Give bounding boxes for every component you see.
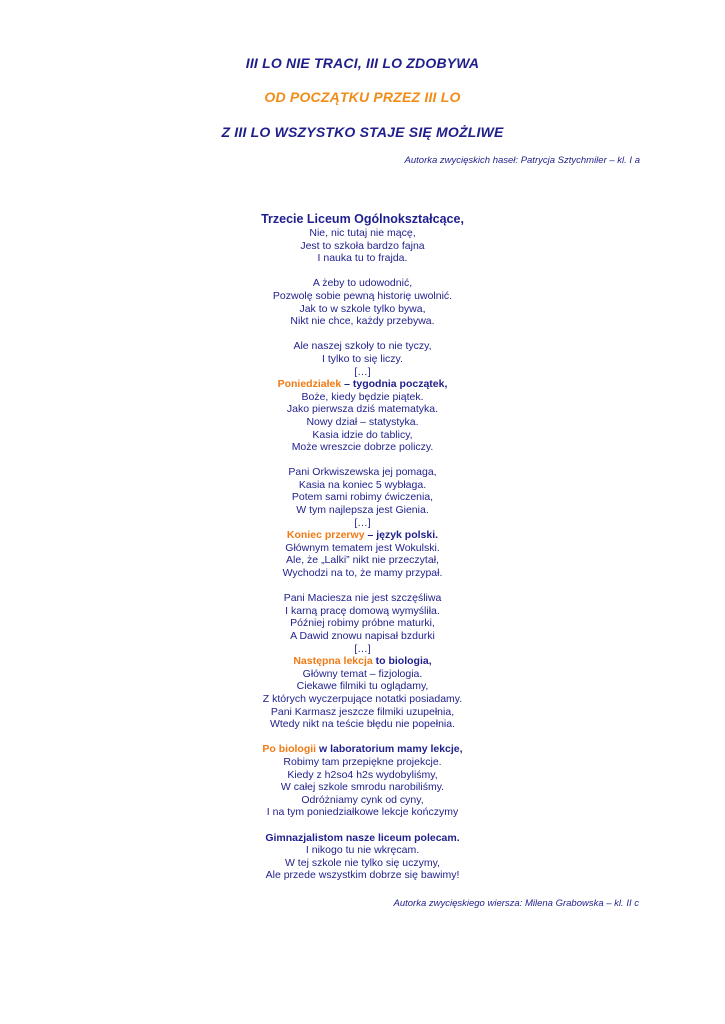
poem-line [0,504,725,517]
poem-line [0,277,725,290]
poem-line [0,668,725,681]
line-text: Nie, nic tutaj nie mącę, [309,227,416,239]
poem-line [0,567,725,580]
highlighted-phrase: Po biologii [262,743,317,756]
poem-line [0,340,725,353]
line-text: Z których wyczerpujące notatki posiadamy. [262,692,463,705]
stanza-gap [0,328,725,341]
line-text: Później robimy próbne maturki, [290,617,435,630]
line-text: Boże, kiedy będzie piątek. [301,390,424,403]
highlighted-phrase: Następna lekcja [293,655,373,668]
poem-line [0,466,725,479]
line-text: – tygodnia początek, [341,378,448,391]
poem-line [0,680,725,693]
line-text: Pani Maciesza nie jest szczęśliwa [283,592,442,605]
line-text: A Dawid znowu napisał bzdurki [290,630,435,642]
line-text: Potem sami robimy ćwiczenia, [291,491,434,504]
poem-line [0,542,725,555]
poem-line [0,794,725,807]
stanza-gap [0,731,725,744]
poem-line [0,605,725,618]
poem-line [0,743,725,756]
poem-line [0,403,725,416]
line-text: w laboratorium mamy lekcje, [316,743,463,756]
slogan-3: Z III LO WSZYSTKO STAJE SIĘ MOŻLIWE [221,124,504,140]
poem-line [0,706,725,719]
line-text: I na tym poniedziałkowe lekcje kończymy [266,806,459,819]
poem-line [0,290,725,303]
line-text: Pani Karmasz jeszcze filmiki uzupełnia, [270,705,455,718]
poem-line [0,353,725,366]
highlighted-phrase: Poniedziałek [277,378,342,391]
stanza-gap [0,454,725,467]
poem-line [0,693,725,706]
poem-line [0,479,725,492]
line-text: […] [354,516,371,529]
line-text: Odróżniamy cynk od cyny, [301,793,424,806]
poem-line [0,655,725,668]
poem-line [0,869,725,882]
poem-line [0,240,725,253]
poem-credit: Autorka zwycięskiego wiersza: Milena Grabowska – kl. II c [393,898,639,909]
line-text: […] [354,365,371,378]
poem-title [0,211,725,227]
stanza-gap [0,819,725,832]
line-text: Główny temat – fizjologia. [302,667,423,680]
line-text: I nauka tu to frajda. [317,252,408,265]
poem-line [0,718,725,731]
line-text: I karną pracę domową wymyśliła. [285,604,440,617]
poem [0,211,725,882]
poem-line [0,630,725,643]
line-text: […] [354,642,371,655]
poem-line [0,617,725,630]
line-text: Nikt nie chce, każdy przebywa. [290,315,435,328]
poem-line [0,416,725,429]
poem-line [0,806,725,819]
poem-line [0,592,725,605]
slogan-credit: Autorka zwycięskich haseł: Patrycja Sztychmiler – kl. I a [404,155,640,166]
line-text: Pozwolę sobie pewną historię uwolnić. [272,289,453,302]
poem-line [0,303,725,316]
line-text: Gimnazjalistom nasze liceum polecam. [265,831,460,844]
line-text: W tej szkole nie tylko się uczymy, [284,856,440,869]
poem-line [0,517,725,530]
line-text: Jako pierwsza dziś matematyka. [286,403,439,416]
line-text: Jak to w szkole tylko bywa, [299,302,426,315]
line-text: Kiedy z h2so4 h2s wydobyliśmy, [287,768,438,781]
line-text: Robimy tam przepiękne projekcje. [283,755,442,768]
line-text: Ale przede wszystkim dobrze się bawimy! [265,869,460,882]
poem-line [0,441,725,454]
poem-line [0,756,725,769]
poem-line [0,252,725,265]
poem-line [0,366,725,379]
poem-line [0,832,725,845]
poem-line [0,227,725,240]
line-text: W tym najlepsza jest Gienia. [296,504,429,517]
line-text: Ale, że „Lalki” nikt nie przeczytał, [286,554,439,567]
poem-line [0,429,725,442]
poem-line [0,529,725,542]
line-text: Trzecie Liceum Ogólnokształcące, [261,212,464,226]
poem-line [0,769,725,782]
poem-line [0,378,725,391]
line-text: Wychodzi na to, że mamy przypał. [282,567,443,580]
line-text: – język polski. [364,529,439,542]
line-text: Może wreszcie dobrze policzy. [291,441,434,454]
stanza-gap [0,265,725,278]
line-text: W całej szkole smrodu narobiliśmy. [280,781,445,794]
line-text: I nikogo tu nie wkręcam. [305,844,420,857]
line-text: I tylko to się liczy. [322,352,403,365]
poem-line [0,857,725,870]
highlighted-phrase: Koniec przerwy [286,529,365,542]
slogan-2: OD POCZĄTKU PRZEZ III LO [264,89,461,105]
line-text: Ciekawe filmiki tu oglądamy, [296,680,429,693]
line-text: Pani Orkwiszewska jej pomaga, [288,466,437,479]
poem-line [0,554,725,567]
line-text: Jest to szkoła bardzo fajna [300,239,425,252]
stanza-gap [0,580,725,593]
line-text: Głównym tematem jest Wokulski. [285,541,440,554]
slogan-1: III LO NIE TRACI, III LO ZDOBYWA [245,55,480,71]
poem-line [0,491,725,504]
line-text: to biologia, [372,655,432,668]
poem-line [0,315,725,328]
line-text: Kasia idzie do tablicy, [312,428,413,441]
line-text: A żeby to udowodnić, [312,277,413,290]
line-text: Ale naszej szkoły to nie tyczy, [293,340,432,353]
poem-line [0,781,725,794]
poem-line [0,643,725,656]
line-text: Nowy dział – statystyka. [306,415,419,428]
line-text: Wtedy nikt na teście błędu nie popełnia. [269,718,456,731]
poem-line [0,844,725,857]
line-text: Kasia na koniec 5 wybłaga. [298,478,427,491]
poem-line [0,391,725,404]
